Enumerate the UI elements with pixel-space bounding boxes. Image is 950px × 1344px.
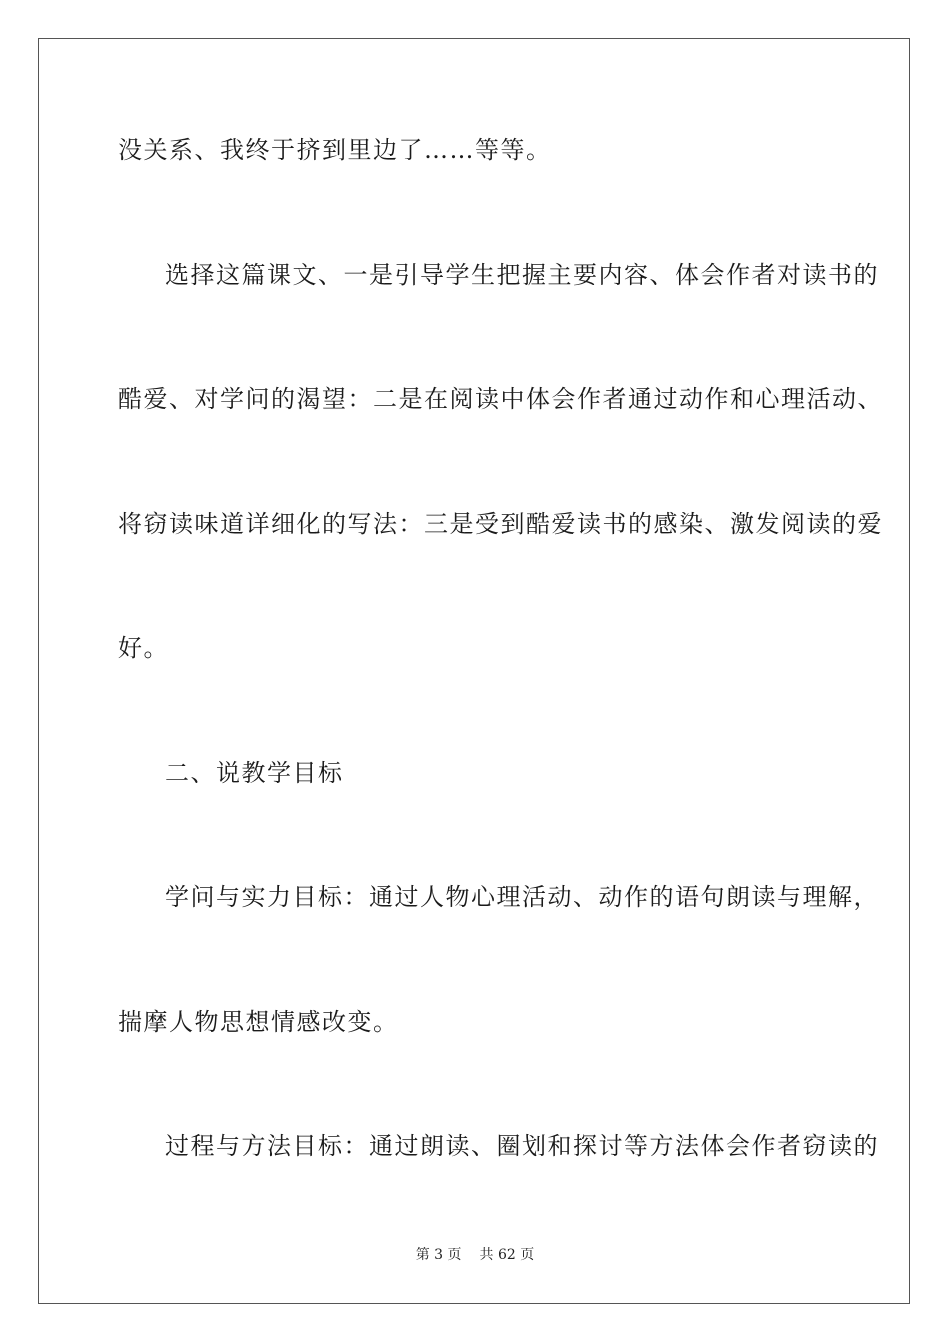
text-line: 没关系、我终于挤到里边了……等等。 xyxy=(118,136,552,164)
section-heading: 二、说教学目标 xyxy=(165,759,344,787)
text-line: 好。 xyxy=(118,634,169,662)
page-footer xyxy=(0,1246,950,1264)
text-line: 学问与实力目标：通过人物心理活动、动作的语句朗读与理解， xyxy=(165,883,879,911)
text-line: 将窃读味道详细化的写法：三是受到酷爱读书的感染、激发阅读的爱 xyxy=(118,510,883,538)
page-number: 第 3 页 xyxy=(415,1247,462,1263)
text-line: 揣摩人物思想情感改变。 xyxy=(118,1008,399,1036)
page-total: 共 62 页 xyxy=(479,1247,535,1263)
text-line: 过程与方法目标：通过朗读、圈划和探讨等方法体会作者窃读的 xyxy=(165,1132,879,1160)
text-line: 酷爱、对学问的渴望：二是在阅读中体会作者通过动作和心理活动、 xyxy=(118,385,883,413)
text-line: 选择这篇课文、一是引导学生把握主要内容、体会作者对读书的 xyxy=(165,261,879,289)
page-frame xyxy=(38,38,910,1304)
